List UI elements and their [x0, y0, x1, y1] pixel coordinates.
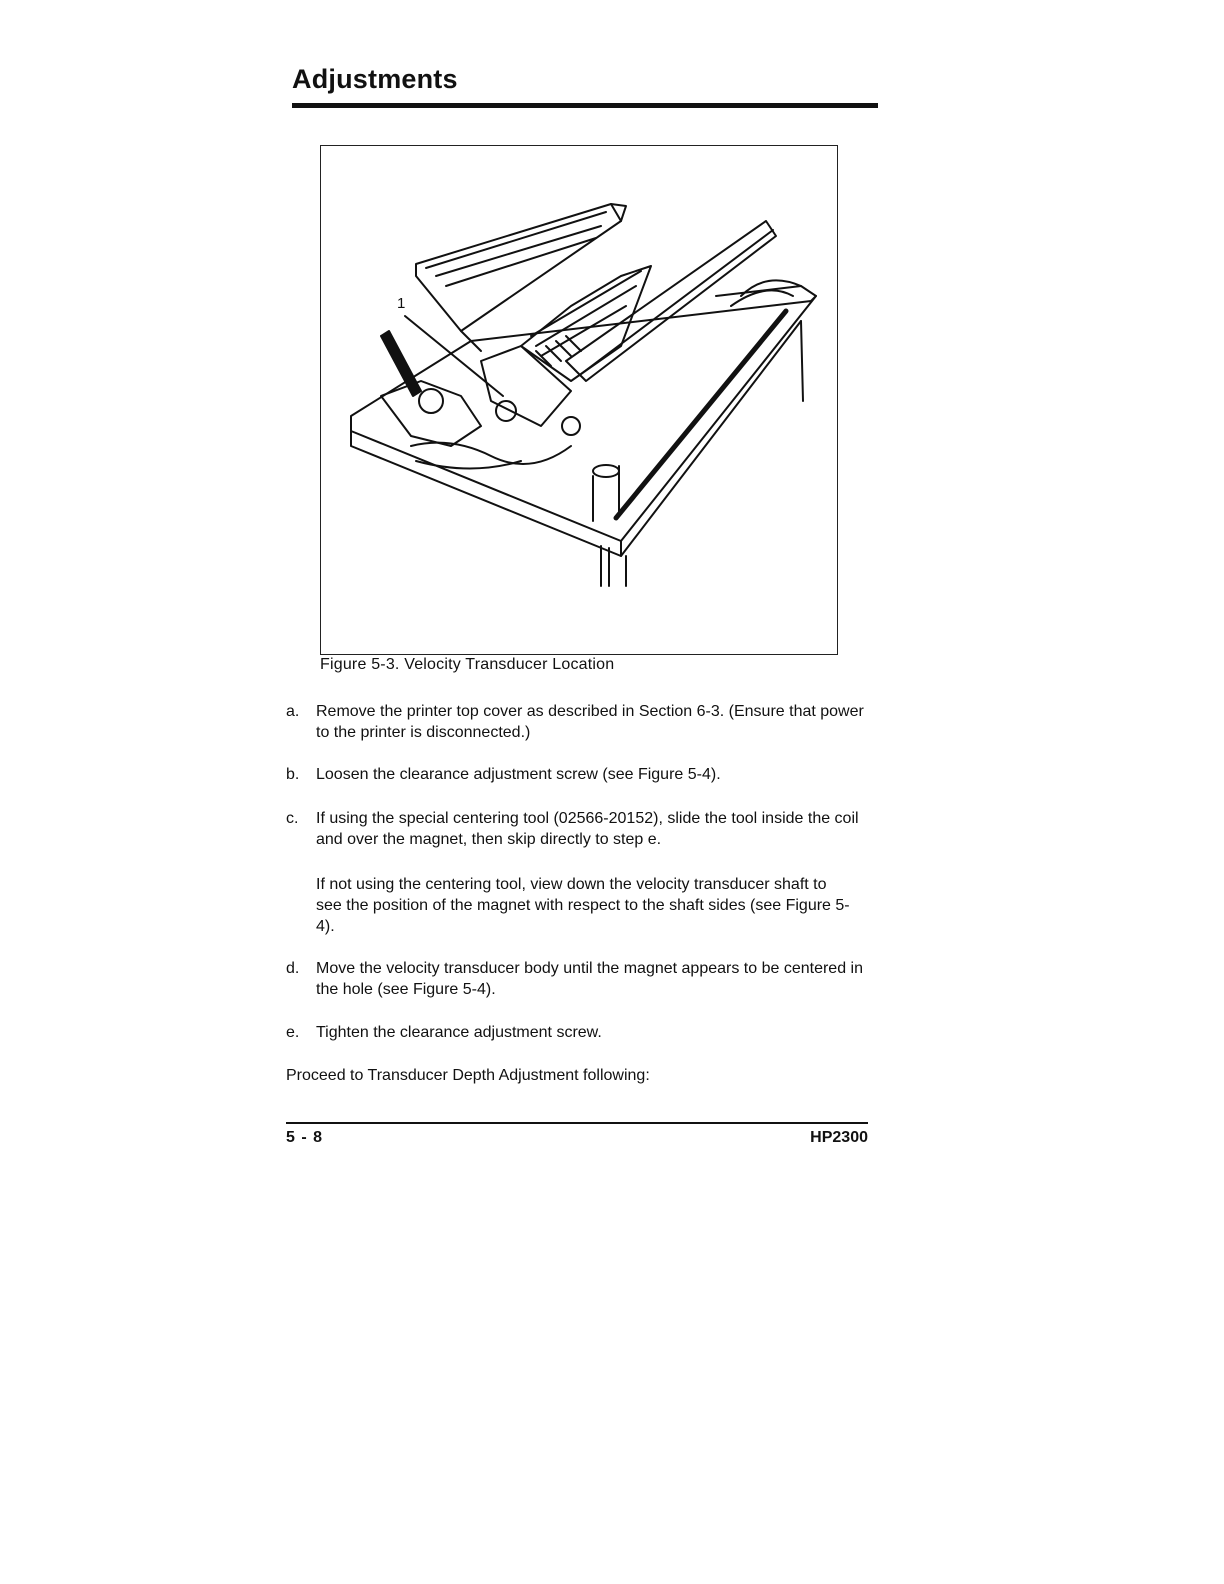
step-letter: c. [286, 810, 299, 827]
step-text: Tighten the clearance adjustment screw. [316, 1024, 602, 1041]
model-label: HP2300 [810, 1129, 868, 1146]
step-letter: d. [286, 960, 300, 977]
proceed-text: Proceed to Transducer Depth Adjustment following: [286, 1067, 650, 1084]
figure-velocity-transducer [320, 145, 838, 655]
page-number: 5 - 8 [286, 1129, 324, 1146]
step-c-note: If not using the centering tool, view down the velocity transducer shaft to see the position of the magnet with respect to the shaft sides (see Figure 5-4). [316, 876, 850, 935]
step-text: If using the special centering tool (02566-20152), slide the tool inside the coil and over the magnet, then skip directly to step e. [316, 810, 859, 848]
step-text: Move the velocity transducer body until the magnet appears to be centered in the hole (see Figure 5-4). [316, 960, 863, 998]
figure-caption: Figure 5-3. Velocity Transducer Location [320, 656, 615, 673]
figure-callout: 1 [397, 295, 406, 312]
page-title: Adjustments [292, 64, 458, 94]
footer-rule [286, 1122, 868, 1124]
step-letter: b. [286, 766, 300, 783]
step-letter: a. [286, 703, 300, 720]
step-text: Loosen the clearance adjustment screw (see Figure 5-4). [316, 766, 721, 783]
step-letter: e. [286, 1024, 300, 1041]
printer-illustration [321, 146, 839, 656]
header-rule [292, 103, 878, 108]
step-text: Remove the printer top cover as described in Section 6-3. (Ensure that power to the printer is disconnected.) [316, 703, 864, 741]
